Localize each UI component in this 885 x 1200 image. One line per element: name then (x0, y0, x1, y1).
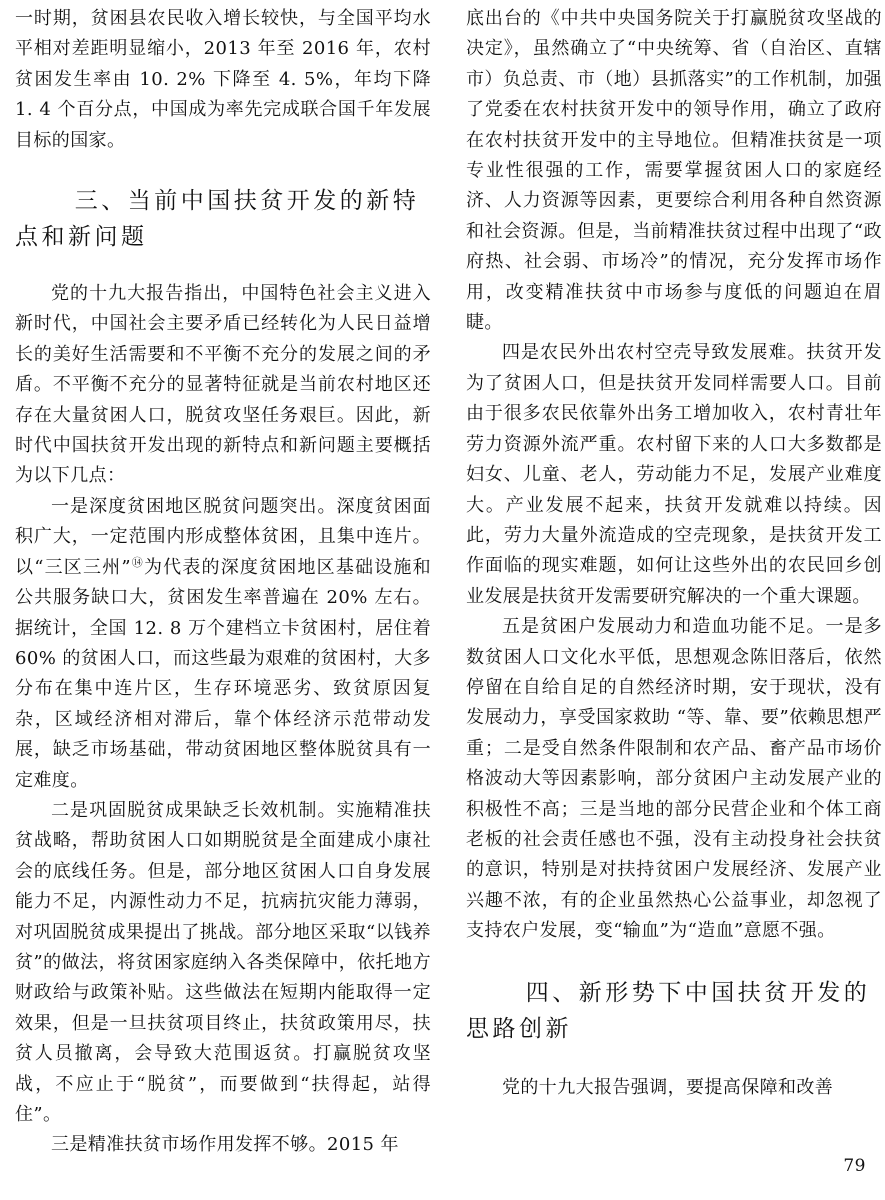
paragraph-point-one (15, 492, 431, 796)
paragraph-last: 党的十九大报告强调，要提高保障和改善 (502, 1076, 834, 1098)
paragraph-19th-report: 党的十九大报告指出，中国特色社会主义进入新时代，中国社会主要矛盾已经转化为人民日益增长的美好生活需要和不平衡不充分的发展之间的矛盾。不平衡不充分的显著特征就是当前农村地区还存在大量贫困人口，脱贫攻坚任务艰巨。因此，新时代中国扶贫开发出现的新特点和新问题主要概括为以下几点： (15, 283, 431, 487)
section-heading-4: 四、新形势下中国扶贫开发的思路创新 (466, 979, 871, 1042)
point-one-text-a: 一是深度贫困地区脱贫问题突出。深度贫困面积广大，一定范围内形成整体贫困，且集中连片。以“三区三州” (15, 495, 431, 578)
right-column (466, 4, 882, 1103)
paragraph-point-four: 四是农民外出农村空壳导致发展难。扶贫开发为了贫困人口，但是扶贫开发同样需要人口。目前由于很多农民依靠外出务工增加收入，农村青壮年劳力资源外流严重。农村留下来的人口大多数都是妇女、儿童、老人，劳动能力不足，发展产业难度大。产业发展不起来，扶贫开发就难以持续。因此，劳力大量外流造成的空壳现象，是扶贫开发工作面临的现实难题，如何让这些外出的农民回乡创业发展是扶贫开发需要研究解决的一个重大课题。 (466, 342, 882, 607)
page-number: 79 (843, 1156, 866, 1176)
paragraph-point-three-continued: 底出台的《中共中央国务院关于打赢脱贫攻坚战的决定》，虽然确立了“中央统筹、省（自治区、直辖市）负总责、市（地）县抓落实”的工作机制，加强了党委在农村扶贫开发中的领导作用，确立了政府在农村扶贫开发中的主导地位。但精准扶贫是一项专业性很强的工作，需要掌握贫困人口的家庭经济、人力资源等因素，更要综合利用各种自然资源和社会资源。但是，当前精准扶贫过程中出现了“政府热、社会弱、市场冷”的情况，充分发挥市场作用，改变精准扶贫中市场参与度低的问题迫在眉睫。 (466, 8, 882, 334)
footnote-ref: ⑭ (130, 555, 144, 569)
left-column (15, 4, 431, 1161)
paragraph-point-two: 二是巩固脱贫成果缺乏长效机制。实施精准扶贫战略，帮助贫困人口如期脱贫是全面建成小康社会的底线任务。但是，部分地区贫困人口自身发展能力不足，内源性动力不足，抗病抗灾能力薄弱，对巩固脱贫成果提出了挑战。部分地区采取“以钱养贫”的做法，将贫困家庭纳入各类保障中，依托地方财政给与政策补贴。这些做法在短期内能取得一定效果，但是一旦扶贫项目终止，扶贫政策用尽，扶贫人员撤离，会导致大范围返贫。打赢脱贫攻坚战，不应止于“脱贫”，而要做到“扶得起，站得住”。 (15, 799, 431, 1125)
paragraph-point-three-start: 三是精准扶贫市场作用发挥不够。2015 年 (51, 1134, 399, 1156)
point-one-text-b: 为代表的深度贫困地区基础设施和公共服务缺口大，贫困发生率普遍在 20% 左右。据统计，全国 12. 8 万个建档立卡贫困村，居住着 60% 的贫困人口，而这些最为艰难的贫困村，大多分布在集中连片区，生存环境恶劣、致贫原因复杂，区域经济相对滞后，靠个体经济示范带动发展，缺乏市场基础，带动贫困地区整体脱贫具有一定难度。 (15, 556, 431, 791)
intro-paragraph: 一时期，贫困县农民收入增长较快，与全国平均水平相对差距明显缩小，2013 年至 2016 年，农村贫困发生率由 10. 2% 下降至 4. 5%，年均下降 1. 4 个百分点，中国成为率先完成联合国千年发展目标的国家。 (15, 8, 431, 151)
section-heading-3: 三、当前中国扶贫开发的新特点和新问题 (15, 188, 420, 251)
paragraph-point-five: 五是贫困户发展动力和造血功能不足。一是多数贫困人口文化水平低，思想观念陈旧落后，依然停留在自给自足的自然经济时期，安于现状，没有发展动力，享受国家救助 “等、靠、要”依赖思想严重；二是受自然条件限制和农产品、畜产品市场价格波动大等因素影响，部分贫困户主动发展产业的积极性不高；三是当地的部分民营企业和个体工商老板的社会责任感也不强，没有主动投身社会扶贫的意识，特别是对扶持贫困户发展经济、发展产业兴趣不浓，有的企业虽然热心公益事业，却忽视了支持农户发展，变“输血”为“造血”意愿不强。 (466, 616, 882, 942)
